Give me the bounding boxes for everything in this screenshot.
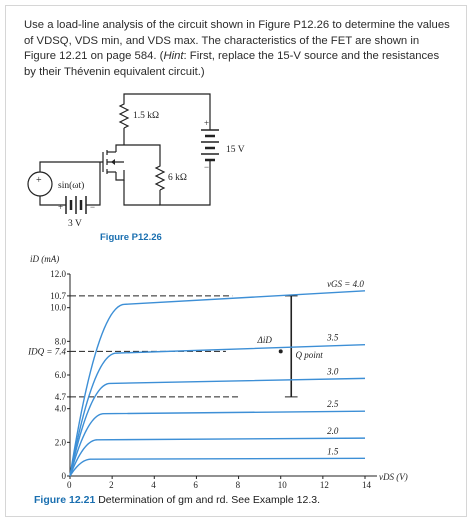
label-source: sin(ωt)	[58, 181, 85, 191]
curve-label: 2.0	[327, 426, 339, 437]
caption-figure-number: Figure 12.21	[34, 494, 96, 506]
caption-text: Determination of gm and rd. See Example 12.3.	[98, 494, 320, 506]
curve-label: 3.0	[327, 366, 339, 377]
y-tick-label: 12.0	[50, 269, 66, 279]
idq-label: IDQ = 7.4	[28, 346, 66, 357]
characteristic-curve	[70, 411, 365, 476]
label-bat-plus: +	[58, 202, 64, 212]
curve-label: 3.5	[327, 332, 339, 343]
characteristic-curve	[70, 345, 365, 476]
problem-text-2: : First, replace the 15-V source and the resistances by their Thévenin equivalent circuit.)	[24, 50, 440, 78]
label-ac-plus: +	[36, 175, 42, 186]
x-tick-label: 8	[235, 480, 241, 490]
problem-text-1: Use a load-line analysis of the circuit shown in Figure P12.26 to determine the values of VDSQ, VDS min, and VDS max. The characteristics of the FET are shown in Figure 12.21 on page 584. (	[24, 19, 450, 62]
hint-label: Hint	[163, 50, 184, 62]
y-tick-label: 10.7	[50, 290, 66, 301]
label-supply-minus: −	[204, 162, 210, 172]
characteristic-curve	[70, 458, 365, 476]
q-point-label: Q point	[295, 350, 323, 361]
characteristic-curve	[70, 378, 365, 476]
y-tick-label: 6.0	[54, 370, 66, 380]
delta-id-label: ΔiD	[257, 335, 272, 346]
curve-label: 1.5	[327, 446, 339, 457]
y-tick-label: 8.0	[54, 336, 66, 347]
y-tick-label: 2.0	[54, 437, 66, 448]
x-tick-label: 12	[319, 480, 329, 490]
curve-label: 2.5	[327, 399, 339, 410]
y-tick-label: 4.7	[54, 391, 66, 402]
label-r-bottom: 6 kΩ	[168, 173, 187, 183]
curve-label: vGS = 4.0	[327, 278, 364, 289]
y-tick-label: 10.0	[50, 302, 66, 313]
x-tick-label: 0	[67, 480, 72, 490]
label-bat-minus: −	[90, 202, 96, 212]
label-supply-plus: +	[204, 118, 210, 128]
y-axis-label: iD (mA)	[30, 254, 60, 264]
y-tick-label: 0	[61, 471, 66, 481]
label-supply: 15 V	[226, 145, 245, 155]
x-tick-label: 10	[277, 480, 287, 490]
figure-label-p12-26: Figure P12.26	[100, 232, 162, 243]
x-axis-label: vDS (V)	[379, 472, 408, 482]
x-tick-label: 14	[362, 480, 371, 490]
q-point-marker	[279, 349, 283, 353]
x-tick-label: 2	[109, 480, 114, 490]
figure-caption	[34, 494, 320, 506]
label-r-top: 1.5 kΩ	[133, 111, 160, 121]
x-tick-label: 4	[151, 480, 156, 490]
label-bias: 3 V	[68, 219, 82, 229]
x-tick-label: 6	[193, 480, 198, 490]
y-tick-label: 4.0	[54, 403, 66, 414]
characteristic-curve	[70, 438, 365, 476]
